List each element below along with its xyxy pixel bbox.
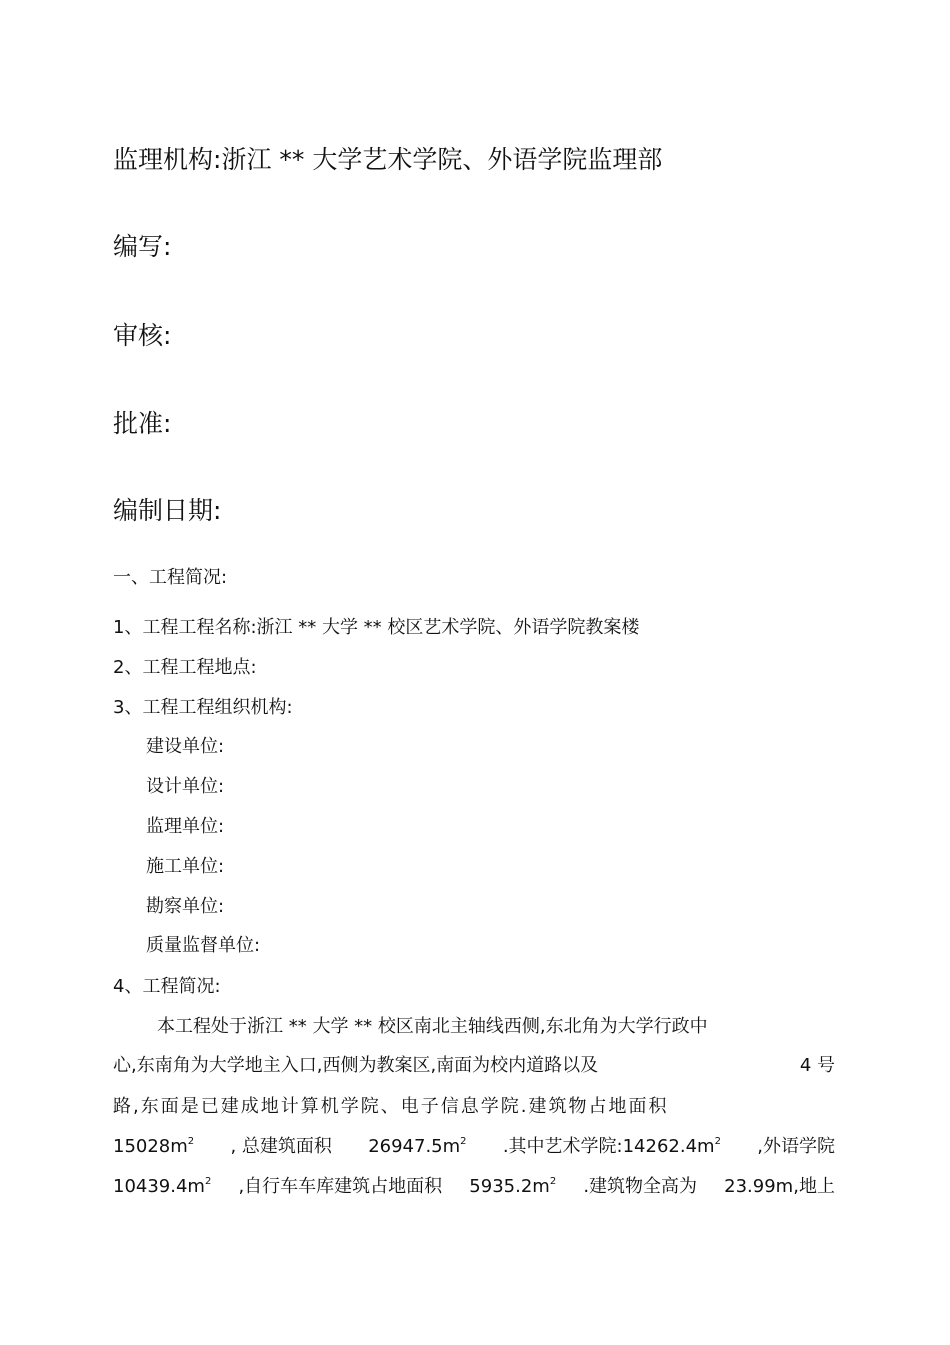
org-unit-survey: 勘察单位: <box>146 896 225 917</box>
paragraph-line-2-road: 4 号 <box>799 1055 835 1076</box>
paragraph-line-5 <box>113 1175 835 1199</box>
paragraph-line-2-text: 心,东南角为大学地主入口,西侧为教案区,南面为校内道路以及 <box>113 1055 599 1076</box>
height-value: 23.99m,地上 <box>724 1176 835 1197</box>
bike-garage-label: ,自行车车库建筑占地面积 <box>238 1176 443 1197</box>
area-site: $15028m^2$ <box>113 1136 195 1157</box>
area-total: $26947.5m^2$ <box>368 1136 467 1157</box>
reviewer-label: 审核: <box>113 321 172 350</box>
writer-label: 编写: <box>113 232 172 261</box>
approver-label: 批准: <box>113 409 172 438</box>
project-name-item: 1、工程工程名称:浙江 ** 大学 ** 校区艺术学院、外语学院教案楼 <box>113 617 640 638</box>
org-unit-contractor: 施工单位: <box>146 856 225 877</box>
area-foreign: $10439.4m^2$ <box>113 1176 212 1197</box>
org-unit-design: 设计单位: <box>146 776 225 797</box>
project-location-item: 2、工程工程地点: <box>113 657 257 678</box>
supervisor-value: 浙江 ** 大学艺术学院、外语学院监理部 <box>221 145 663 174</box>
paragraph-line-3 <box>113 1095 835 1119</box>
org-unit-construction: 建设单位: <box>146 736 225 757</box>
date-label: 编制日期: <box>113 496 222 525</box>
section-heading: 一、工程简况: <box>113 567 228 588</box>
supervisor-line <box>113 144 662 176</box>
foreign-language-label: ,外语学院 <box>757 1136 835 1157</box>
paragraph-line-3-text: 路,东面是已建成地计算机学院、电子信息学院.建筑物占地面积 <box>113 1096 669 1117</box>
paragraph-line-1: 本工程处于浙江 ** 大学 ** 校区南北主轴线西侧,东北角为大学行政中 <box>157 1016 708 1037</box>
paragraph-line-2 <box>113 1054 835 1078</box>
area-art: .其中艺术学院$:14262.4m^2$ <box>502 1136 721 1157</box>
paragraph-line-4 <box>113 1135 835 1159</box>
project-overview-item: 4、工程简况: <box>113 976 221 997</box>
area-garage: $5935.2m^2$ <box>469 1176 557 1197</box>
total-area-label: , 总建筑面积 <box>230 1136 332 1157</box>
project-organization-item: 3、工程工程组织机构: <box>113 697 293 718</box>
supervisor-label: 监理机构: <box>113 145 222 174</box>
org-unit-supervision: 监理单位: <box>146 816 225 837</box>
org-unit-quality: 质量监督单位: <box>146 935 261 956</box>
height-label: .建筑物全高为 <box>583 1176 698 1197</box>
